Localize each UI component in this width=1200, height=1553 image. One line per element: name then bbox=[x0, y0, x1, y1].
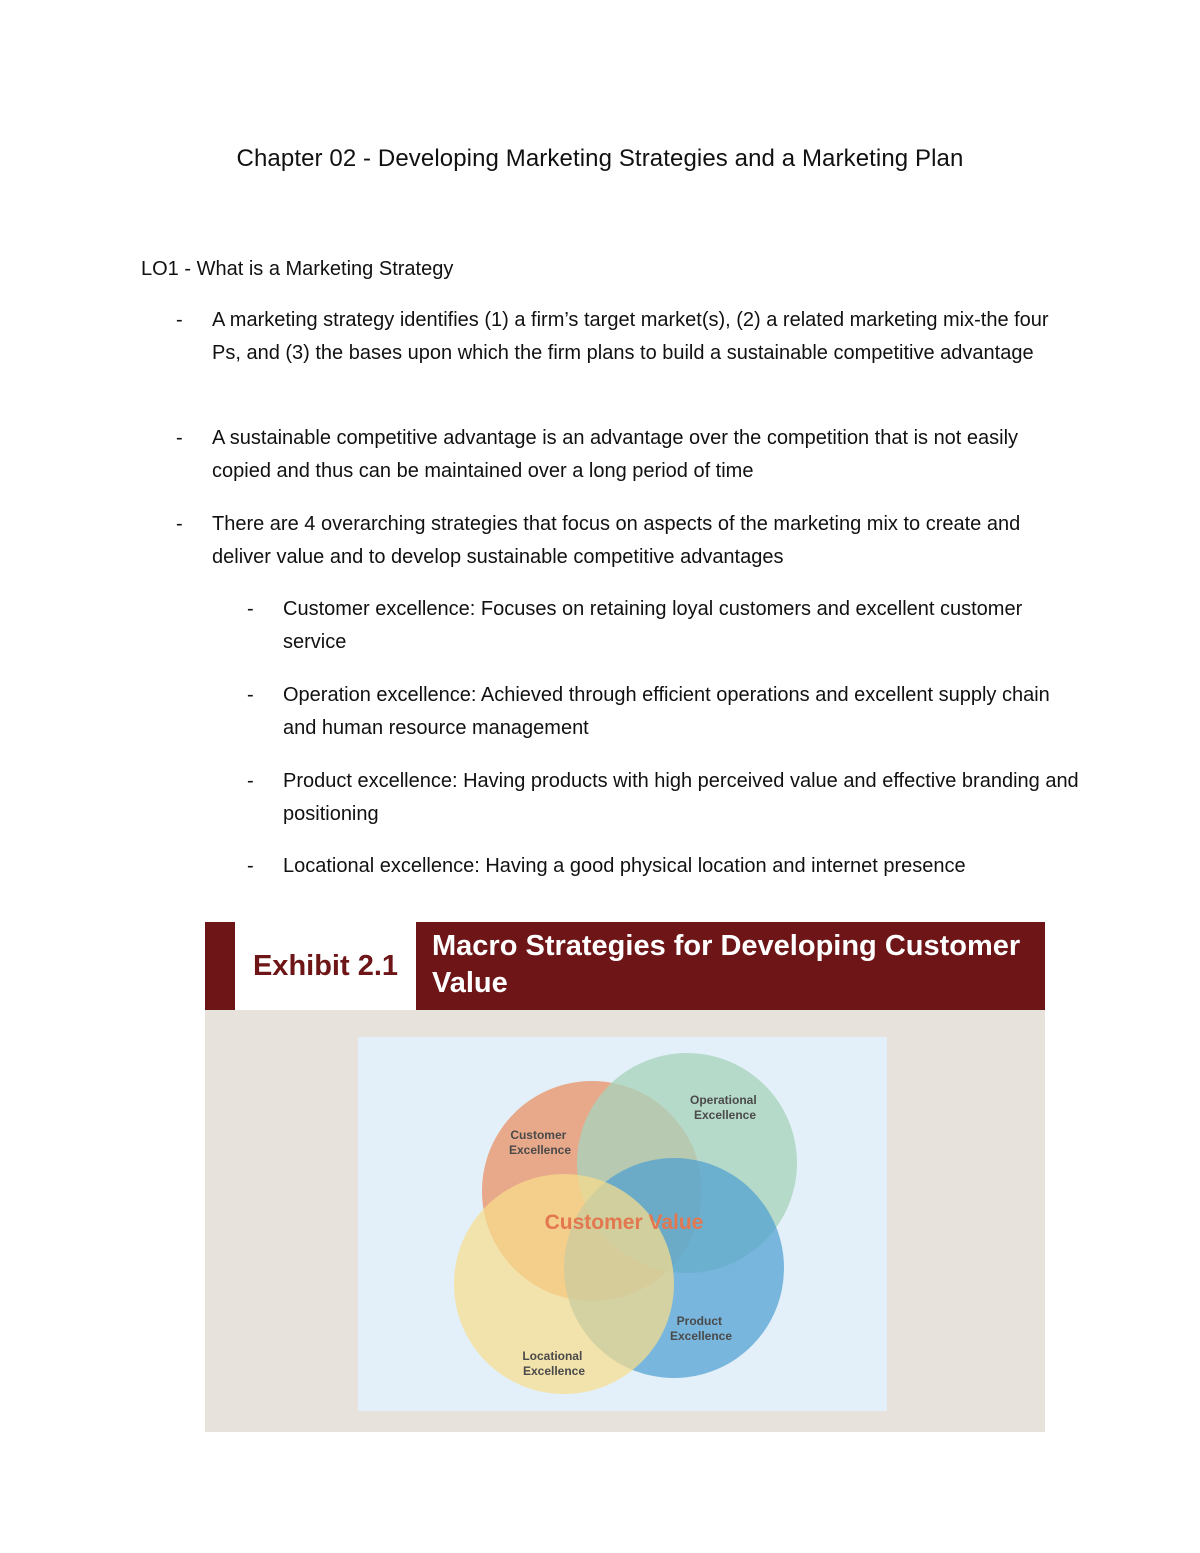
exhibit-label: Exhibit 2.1 bbox=[235, 922, 416, 1010]
bullet-dash: - bbox=[176, 427, 183, 449]
bullet-dash: - bbox=[247, 684, 254, 706]
venn-label-product bbox=[670, 1314, 732, 1343]
venn-label-line: Excellence bbox=[693, 1108, 757, 1122]
exhibit-title: Macro Strategies for Developing Customer Value bbox=[432, 930, 1021, 999]
bullet-dash: - bbox=[247, 855, 254, 877]
section-heading: LO1 - What is a Marketing Strategy bbox=[141, 258, 454, 280]
venn-label-operational bbox=[690, 1093, 760, 1122]
venn-label-customer bbox=[509, 1128, 571, 1157]
venn-center-label: Customer Value bbox=[544, 1211, 704, 1234]
venn-label-line: Locational bbox=[522, 1349, 583, 1363]
bullet-dash: - bbox=[247, 770, 254, 792]
exhibit-accent-bar bbox=[205, 922, 235, 1010]
page-title: Chapter 02 - Developing Marketing Strategies and a Marketing Plan bbox=[236, 145, 964, 172]
venn-label-locational bbox=[522, 1349, 585, 1378]
bullet-text: There are 4 overarching strategies that focus on aspects of the marketing mix to create and deliver value and to develop sustainable competitive advantages bbox=[212, 513, 1021, 568]
bullet-text: Locational excellence: Having a good physical location and internet presence bbox=[283, 855, 966, 877]
venn-label-line: Customer bbox=[510, 1128, 567, 1142]
venn-label-line: Product bbox=[676, 1314, 722, 1328]
venn-diagram-panel bbox=[358, 1037, 887, 1411]
venn-diagram bbox=[358, 1037, 887, 1411]
venn-label-line: Excellence bbox=[522, 1364, 586, 1378]
bullet-text: A marketing strategy identifies (1) a firm’s target market(s), (2) a related marketing mix-the four Ps, and (3) the bases upon which the firm plans to build a sustainable competitive advantage bbox=[212, 309, 1049, 364]
bullet-text: A sustainable competitive advantage is an advantage over the competition that is not easily copied and thus can be maintained over a long period of time bbox=[212, 427, 1019, 482]
exhibit-figure bbox=[205, 922, 1045, 1432]
bullet-dash: - bbox=[176, 309, 183, 331]
venn-label-line: Operational bbox=[689, 1093, 757, 1107]
bullet-text: Customer excellence: Focuses on retaining loyal customers and excellent customer service bbox=[283, 598, 1023, 653]
bullet-text: Operation excellence: Achieved through efficient operations and excellent supply chain and human resource management bbox=[283, 684, 1050, 739]
bullet-dash: - bbox=[247, 598, 254, 620]
venn-label-line: Excellence bbox=[508, 1143, 572, 1157]
exhibit-title-box bbox=[416, 922, 1045, 1010]
venn-label-line: Excellence bbox=[669, 1329, 733, 1343]
bullet-dash: - bbox=[176, 513, 183, 535]
bullet-text: Product excellence: Having products with high perceived value and effective branding and positioning bbox=[283, 770, 1079, 825]
